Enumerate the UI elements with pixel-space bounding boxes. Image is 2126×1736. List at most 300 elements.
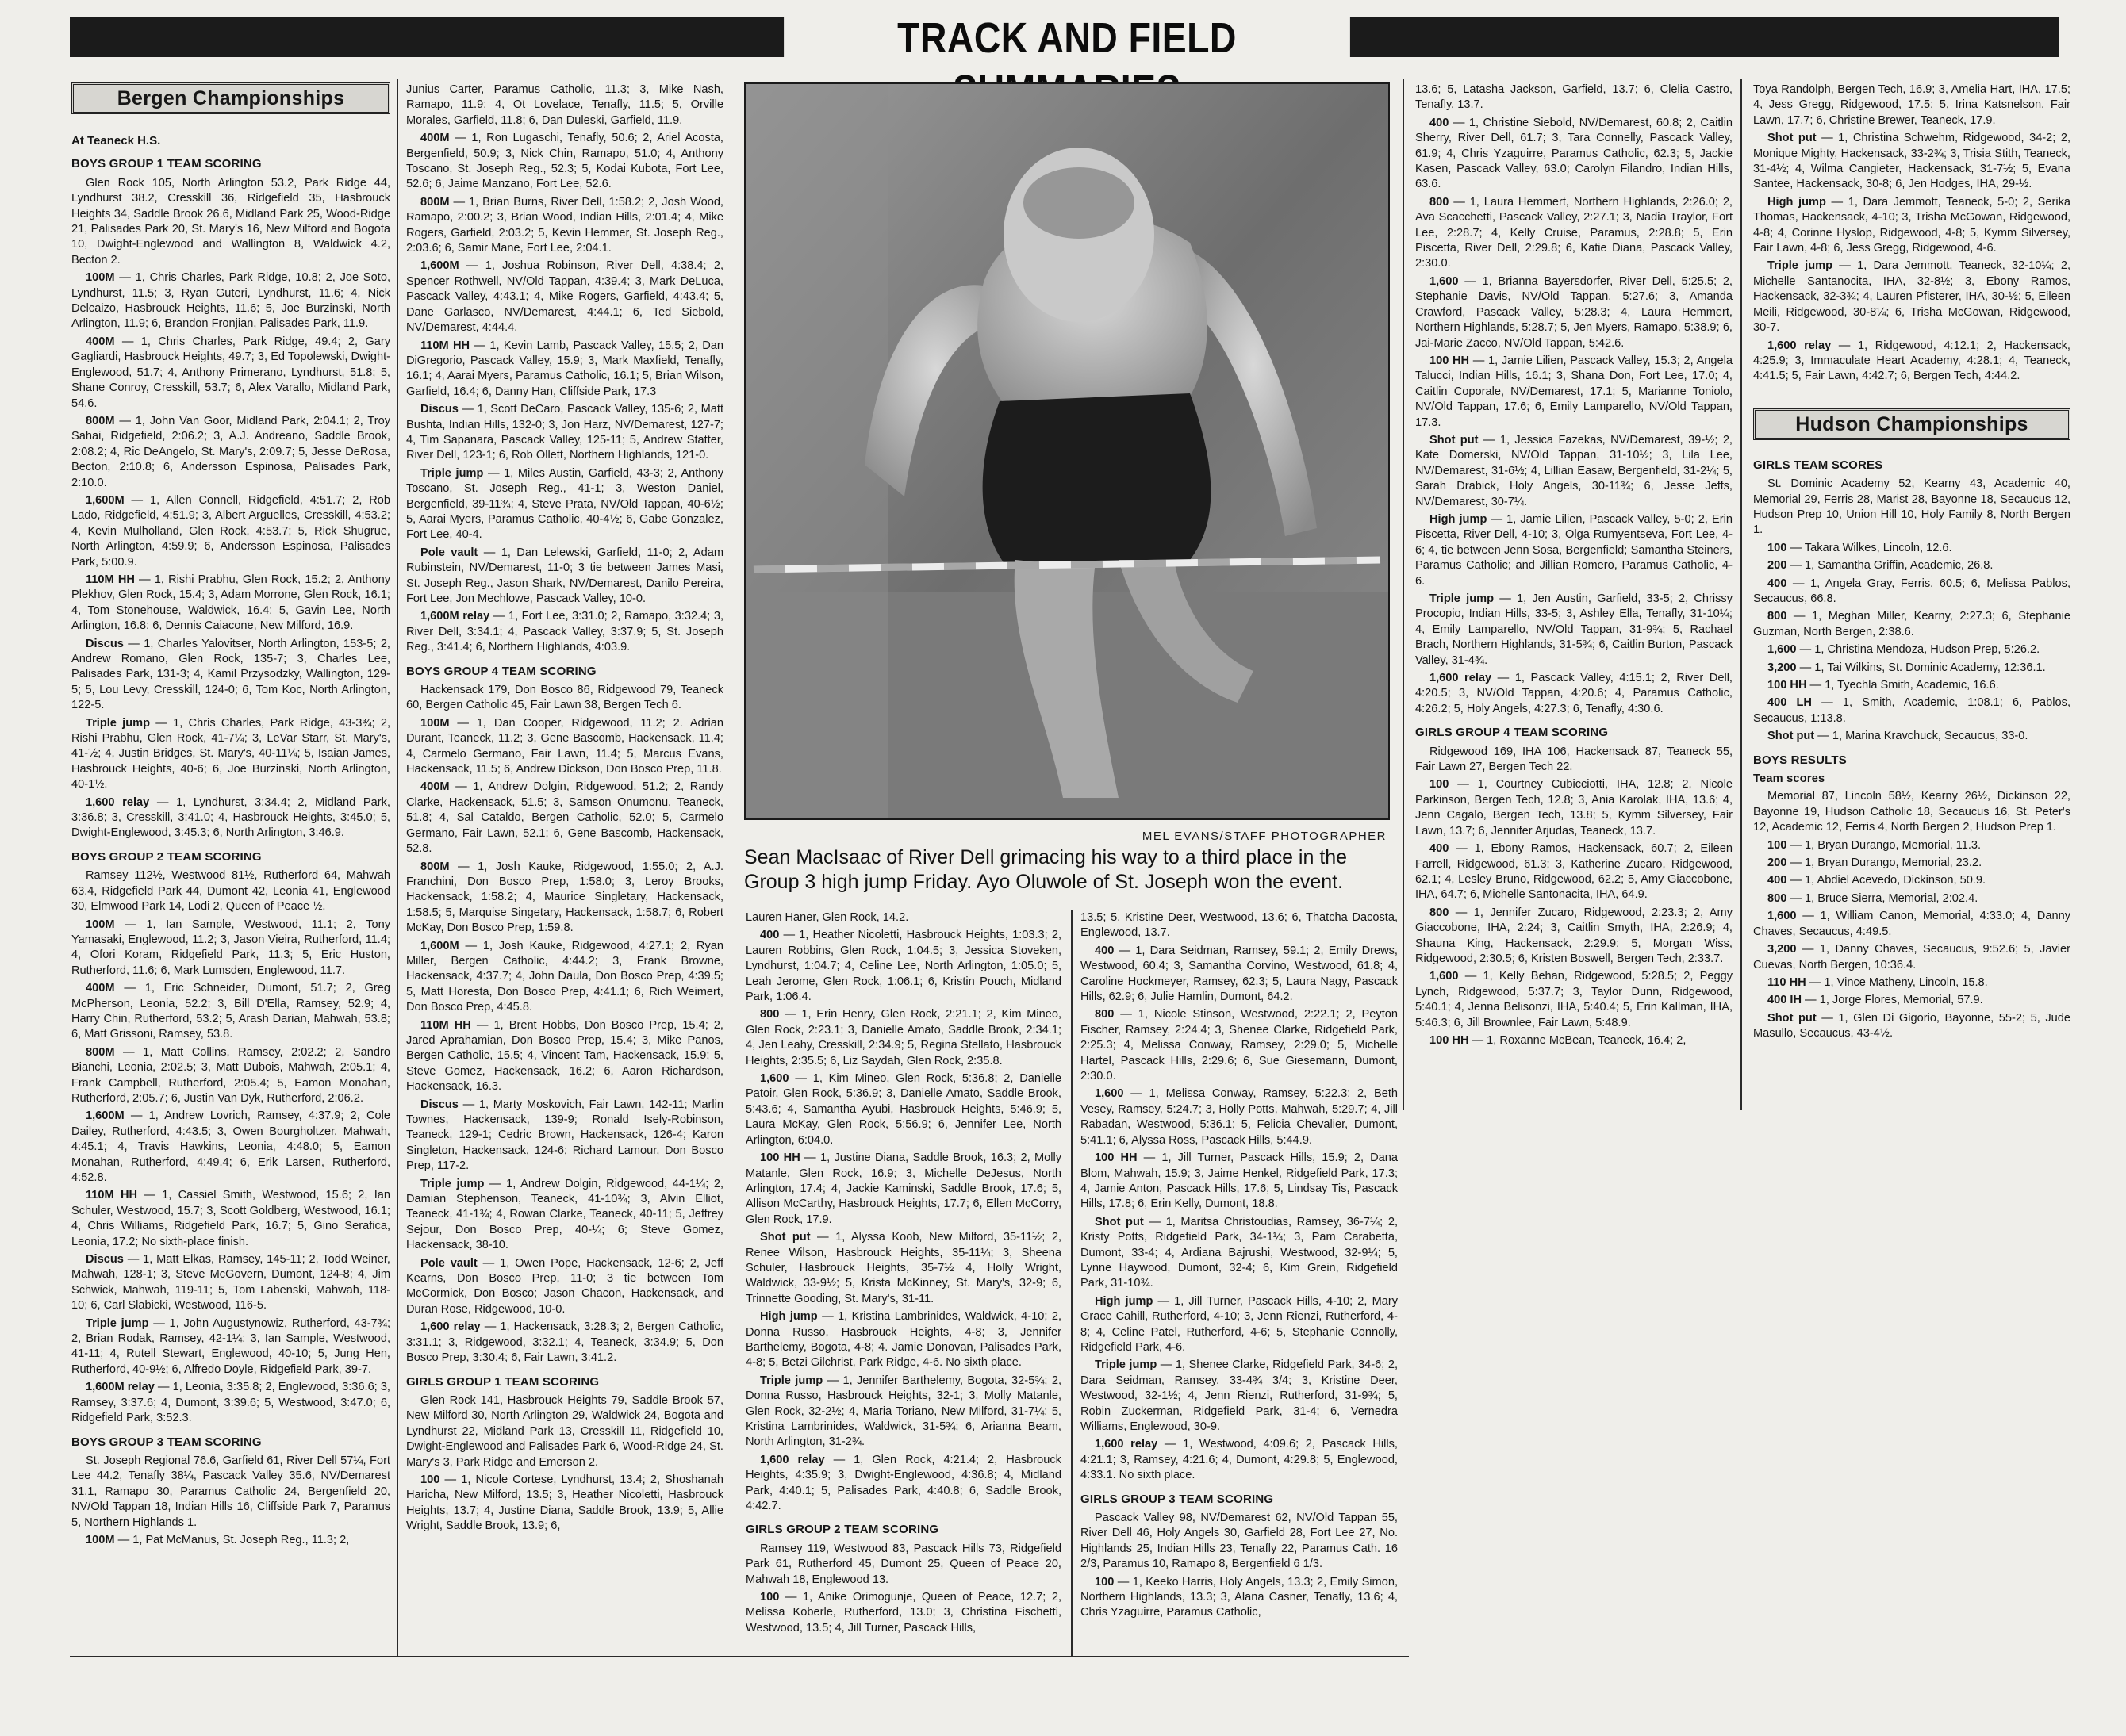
result-text: — 1, Scott DeCaro, Pascack Valley, 135-6; 2, Matt Bushta, Indian Hills, 132-0; 3, Jon Harz, NV/Demarest, 127-7; 4, Tim Sapanara, Pascack Valley, 125-11; 5, Andrew Statter, River Dell, 123-1; 6, Rob Ollett, Northern Highlands, 121-0.: [406, 403, 723, 462]
result-text: — 1, Westwood, 4:09.6; 2, Pascack Hills, 4:21.1; 3, Ramsey, 4:21.6; 4, Dumont, 4:29.8; 5, Englewood, 4:33.1. No sixth place.: [1080, 1438, 1398, 1482]
result-paragraph: [1753, 577, 2070, 607]
result-paragraph: [1415, 777, 1733, 839]
photo-caption: Sean MacIsaac of River Dell grimacing his way to a third place in the Group 3 high jump Friday. Ayo Oluwole of St. Joseph won the event.: [744, 846, 1348, 893]
result-text: — 1, Nicole Cortese, Lyndhurst, 13.4; 2, Shoshanah Haricha, New Milford, 13.5; 3, Heather Nicoletti, Hasbrouck Heights, 13.7; 4, Justine Diana, Saddle Brook, 13.9; 5, Allie Wright, Saddle Brook, 13.9; 6,: [406, 1473, 723, 1533]
subheading: GIRLS TEAM SCORES: [1753, 458, 1883, 472]
event-name: 3,200: [1767, 661, 1797, 674]
result-paragraph: [1415, 906, 1733, 968]
result-text: — 1, Dan Cooper, Ridgewood, 11.2; 2. Adrian Durant, Teaneck, 11.2; 3, Gene Bascomb, Hackensack, 11.4; 4, Carmelo Germano, Fair Lawn, 11.4; 5, Marcus Evans, Hackensack, 11.5; 6, Andrew Dickson, Don Bosco Prep, 11.8.: [406, 716, 723, 776]
event-name: 800: [1429, 195, 1449, 209]
result-text: — 1, Pascack Valley, 4:15.1; 2, River Dell, 4:20.5; 3, NV/Old Tappan, 4:20.6; 4, Paramus Catholic, 4:26.2; 5, Holy Angels, 4:27.3; 6, Tenafly, 4:30.6.: [1415, 672, 1733, 715]
result-text: — 1, Leonia, 3:35.8; 2, Englewood, 3:36.6; 3, Ramsey, 3:37.6; 4, Dumont, 3:39.6; 5, Westwood, 3:47.0; 6, Ridgefield Park, 3:52.3.: [71, 1381, 390, 1425]
event-name: 1,600 relay: [760, 1453, 825, 1466]
result-text: — 1, Maritsa Christoudias, Ramsey, 36-7¼; 2, Kristy Potts, Ridgefield Park, 34-1¼; 3, Pam Carabetta, Dumont, 33-4; 4, Ardiana Bajrushi, Westwood, 32-9¼; 5, Lynne Haywood, Dumont, 32-4; 6, Kim Grein, Ridgefield Park, 31-10¾.: [1080, 1215, 1398, 1290]
event-name: 800M: [420, 195, 450, 209]
bottom-rule: [70, 1656, 1409, 1657]
result-text: — 1, Courtney Cubicciotti, IHA, 12.8; 2, Nicole Parkinson, Bergen Tech, 12.8; 3, Ania Karolak, IHA, 13.6; 4, Jenn Cagalo, Bergen Tech, 13.8; 5, Kymm Silversey, Fair Lawn, 13.7; 6, Jennifer Arjudas, Teaneck, 13.7.: [1415, 778, 1733, 837]
event-name: 100M: [420, 716, 450, 730]
result-text: — 1, Christina Schwehm, Ridgewood, 34-2; 2, Monique Mighty, Hackensack, 33-2¾; 3, Trisia Stith, Teaneck, 31-4½; 4, Wilma Cangieter, Hackensack, 31-7½; 5, Evana Santee, Hackensack, 30-8; 6, Jen Hodges, IHA, 29-½.: [1753, 132, 2070, 191]
result-text: — 1, Jill Turner, Pascack Hills, 15.9; 2, Dana Blom, Mahwah, 15.9; 3, Jaime Henkel, Ridgefield Park, 17.3; 4, Jamie Anton, Pascack Hills, 17.6; 5, Lindsay Tis, Pascack Hills, 17.8; 6, Erin Kelly, Dumont, 18.8.: [1080, 1152, 1398, 1211]
result-paragraph: [1415, 274, 1733, 351]
result-paragraph: [1080, 1215, 1398, 1292]
result-paragraph: [71, 1252, 390, 1314]
result-paragraph: [406, 716, 723, 778]
result-paragraph: [406, 131, 723, 193]
event-name: Shot put: [1767, 1011, 1817, 1025]
result-text: — 1, Heather Nicoletti, Hasbrouck Heights, 1:03.3; 2, Lauren Robbins, Glen Rock, 1:04.5; 3, Jessica Stoveken, Lyndhurst, 1:04.7; 4, Celine Lee, North Arlington, 1:05.0; 5, Leah Jerome, Glen Rock, 1:06.1; 6, Kristin Pouch, Midland Park, 1:06.4.: [746, 929, 1061, 1004]
result-paragraph: [1753, 195, 2070, 257]
event-name: 1,600: [1429, 970, 1459, 983]
result-text: — 1, John Augustynowiz, Rutherford, 43-7¾; 2, Brian Rodak, Ramsey, 42-1¼; 3, Ian Sample, Westwood, 41-11; 4, Rutell Stewart, Englewood, 40-10; 5, Jung Hen, Rutherford, 40-9½; 6, Alfredo Doyle, Ridgefield Park, 39-7.: [71, 1316, 390, 1376]
event-name: 400: [1767, 577, 1787, 590]
event-name: 110M HH: [420, 339, 470, 352]
result-text: — 1, Marina Kravchuck, Secaucus, 33-0.: [1814, 730, 2028, 743]
event-name: Triple jump: [86, 716, 151, 730]
event-name: 1,600 relay: [420, 1320, 481, 1334]
result-paragraph: [1753, 696, 2070, 726]
result-paragraph: [406, 683, 723, 714]
result-paragraph: [1415, 512, 1733, 589]
result-text: — 1, Tai Wilkins, St. Dominic Academy, 12:36.1.: [1796, 661, 2046, 674]
section-heading: Hudson Championships: [1753, 408, 2070, 440]
subheading: GIRLS GROUP 1 TEAM SCORING: [406, 1374, 600, 1389]
event-name: 400M: [86, 335, 115, 348]
result-text: — 1, Samantha Griffin, Academic, 26.8.: [1786, 559, 1994, 573]
result-paragraph: [746, 1151, 1061, 1228]
result-paragraph: [406, 259, 723, 335]
event-name: 100: [420, 1473, 440, 1486]
result-text: — 1, Jorge Flores, Memorial, 57.9.: [1802, 994, 1983, 1007]
event-name: 1,600M: [420, 939, 459, 952]
result-text: — 1, Rishi Prabhu, Glen Rock, 15.2; 2, Anthony Plekhov, Glen Rock, 15.4; 3, Adam Morrone, Glen Rock, 16.1; 4, Tom Stonehouse, Waldwick, 16.4; 5, Gavin Lee, North Arlington, 16.8; 6, Dennis Caiacone, New Milford, 16.9.: [71, 573, 390, 633]
result-paragraph: [406, 939, 723, 1016]
event-name: Shot put: [1429, 433, 1479, 446]
result-text: — 1, Brian Burns, River Dell, 1:58.2; 2, Josh Wood, Ramapo, 2:00.2; 3, Brian Wood, Indian Hills, 2:01.4; 4, Mike Rogers, Garfield, 2:03.2; 5, Kevin Hemmer, St. Joseph Reg., 2:03.6; 6, Samir Mane, Fort Lee, 2:04.1.: [406, 195, 723, 255]
result-text: — 1, Chris Charles, Park Ridge, 43-3¾; 2, Rishi Prabhu, Glen Rock, 41-7¼; 3, LeVar Starr, St. Mary's, 41-½; 4, Justin Bridges, St. Mary's, 40-11¼; 5, Isaian James, Hasbrouck Heights, 40-6; 6, Joe Burzinski, North Arlington, 40-1½.: [71, 716, 390, 791]
photo-credit: MEL EVANS/STAFF PHOTOGRAPHER: [1142, 830, 1387, 843]
result-text: — 1, Matt Elkas, Ramsey, 145-11; 2, Todd Weiner, Mahwah, 128-1; 3, Steve McGovern, Dumont, 124-8; 4, Jim Schwick, Mahwah, 119-11; 5, Tom Labenski, Mahwah, 118-10; 6, Carl Slabicki, Westwood, 116-5.: [71, 1253, 390, 1313]
event-name: 1,600: [1767, 910, 1797, 923]
event-name: 100M: [86, 918, 115, 931]
venue-line: At Teaneck H.S.: [71, 134, 161, 148]
event-name: Shot put: [1767, 132, 1817, 145]
result-text: — 1, Smith, Academic, 1:08.1; 6, Pablos, Secaucus, 1:13.8.: [1753, 696, 2070, 725]
result-paragraph: [1753, 873, 2070, 888]
result-paragraph: [1753, 82, 2070, 128]
result-paragraph: [406, 402, 723, 464]
result-text: — 1, Andrew Lovrich, Ramsey, 4:37.9; 2, Cole Dailey, Rutherford, 4:43.5; 3, Owen Bourgholtzer, Mahwah, 4:45.1; 4, Travis Hawkins, Leonia, 4:48.0; 5, Eamon Monahan, Rutherford, 4:49.4; 6, Erik Larsen, Rutherford, 4:52.8.: [71, 1109, 390, 1184]
result-paragraph: [406, 1320, 723, 1366]
result-text: — 1, Brent Hobbs, Don Bosco Prep, 15.4; 2, Jared Aprahamian, Don Bosco Prep, 15.4; 3, Mike Panos, Bergen Catholic, 15.5; 4, Vincent Tam, Hackensack, 15.9; 5, Steve Gomez, Hackensack, 16.2; 6, Aaron Richardson, Hackensack, 16.3.: [406, 1018, 723, 1094]
result-paragraph: [1415, 116, 1733, 193]
subheading: GIRLS GROUP 2 TEAM SCORING: [746, 1523, 939, 1537]
event-name: 110 HH: [1767, 975, 1806, 989]
result-paragraph: [746, 910, 1061, 925]
result-text: — 1, William Canon, Memorial, 4:33.0; 4, Danny Chaves, Secaucus, 4:49.5.: [1753, 910, 2070, 938]
result-paragraph: [1753, 259, 2070, 335]
result-text: — 1, Alyssa Koob, New Milford, 35-11½; 2, Renee Wilson, Hasbrouck Heights, 35-11¼; 3, Sheena Schuler, Hasbrouck Heights, 35-7½ 4, Holly Wright, Waldwick, 33-9½; 5, Krista McKinney, St. Mary's, 32-9; 6, Trinnette Gooding, St. Mary's, 31-11.: [746, 1231, 1061, 1305]
event-name: 400: [1429, 842, 1449, 856]
result-text: — 1, Jen Austin, Garfield, 33-5; 2, Chrissy Procopio, Indian Hills, 33-5; 3, Ashley Ella, Tenafly, 31-10¼; 4, Emily Lamparello, NV/Old Tappan, 31-9¾; 5, Rachael Brach, Northern Highlands, 31-5¾; 6, Caitlin Burton, Pascack Valley, 31-4¾.: [1415, 592, 1733, 667]
result-paragraph: [406, 1177, 723, 1254]
subheading: BOYS GROUP 1 TEAM SCORING: [71, 157, 262, 171]
result-text: — 1, Jill Turner, Pascack Hills, 4-10; 2, Mary Grace Cahill, Rutherford, 4-10; 3, Jenn Rienzi, Rutherford, 4-8; 4, Celine Patel, Rutherford, 4-6; 5, Stephanie Connolly, Ridgefield Park, 4-6.: [1080, 1294, 1398, 1354]
result-paragraph: [406, 82, 723, 128]
result-paragraph: [71, 1454, 390, 1531]
result-paragraph: [406, 339, 723, 400]
result-text: Ramsey 112½, Westwood 81½, Rutherford 64, Mahwah 63.4, Ridgefield Park 44, Dumont 42, Leonia 41, Englewood 30, Elmwood Park 14, Lodi 2, Queen of Peace ½.: [71, 869, 390, 914]
result-paragraph: [406, 860, 723, 937]
result-paragraph: [1415, 195, 1733, 272]
result-text: — 1, Josh Kauke, Ridgewood, 1:55.0; 2, A.J. Franchini, Don Bosco Prep, 1:58.0; 3, Leroy Brooks, Hackensack, 1:58.2; 4, Maurice Singletary, Hackensack, 1:58.5; 5, Marquise Singetary, Hackensack, 1:58.7; 6, Robert McKay, Don Bosco Prep, 1:59.8.: [406, 860, 723, 935]
column-rule: [397, 79, 398, 1657]
result-paragraph: [1753, 891, 2070, 906]
result-paragraph: [71, 1109, 390, 1186]
result-paragraph: [1753, 131, 2070, 193]
result-text: — 1, Josh Kauke, Ridgewood, 4:27.1; 2, Ryan Miller, Bergen Catholic, 4:44.2; 3, Frank Browne, Hackensack, 4:37.7; 4, John Daula, Don Bosco Prep, 4:39.5; 5, Matt Horesta, Don Bosco Prep, 4:41.1; 6, Rich Weimert, Don Bosco Prep, 4:45.8.: [406, 939, 723, 1014]
result-paragraph: [1080, 1575, 1398, 1621]
result-paragraph: [1753, 993, 2070, 1008]
result-text: — 1, Kim Mineo, Glen Rock, 5:36.8; 2, Danielle Patoir, Glen Rock, 5:36.9; 3, Danielle Amato, Saddle Brook, 5:43.6; 4, Samantha Ayubi, Hasbrouck Heights, 5:46.9; 5, Laura McKay, Glen Rock, 5:56.9; 6, Jennifer Lee, North Arlington, 6:04.0.: [746, 1072, 1061, 1147]
result-text: — 1, Erin Henry, Glen Rock, 2:21.1; 2, Kim Mineo, Glen Rock, 2:23.1; 3, Danielle Amato, Saddle Brook, 2:34.1; 4, Jen Leahy, Cresskill, 2:34.9; 5, Regina Stellato, Hasbrouck Heights, 2:35.5; 6, Liz Saydah, Glen Rock, 2:35.8.: [746, 1008, 1061, 1067]
event-name: 1,600M: [420, 259, 459, 273]
event-name: 100M: [86, 1533, 115, 1546]
result-paragraph: [71, 1045, 390, 1107]
result-paragraph: [1753, 856, 2070, 871]
event-name: 100: [1767, 541, 1787, 554]
result-text: — 1, Kelly Behan, Ridgewood, 5:28.5; 2, Peggy Lynch, Ridgewood, 5:37.7; 3, Taylor Dunn, Ridgewood, 5:40.1; 4, Jenna Belisonzi, IHA, 5:40.4; 5, Erin Kallman, IHA, 5:46.3; 6, Jill Brownlee, Fair Lawn, 5:48.9.: [1415, 970, 1733, 1029]
result-text: — 1, John Van Goor, Midland Park, 2:04.1; 2, Troy Sahai, Ridgefield, 2:06.2; 3, A.J. Andreano, Saddle Brook, 2:08.2; 4, Ric DeAngelo, St. Mary's, 2:09.7; 5, Jesse DeRosa, Becton, 2:10.8; 6, Andersson Espinosa, Palisades Park, 2:10.0.: [71, 414, 390, 489]
result-paragraph: [71, 270, 390, 332]
result-paragraph: [1415, 745, 1733, 776]
result-paragraph: [746, 1453, 1061, 1515]
column-rule: [1740, 79, 1742, 1110]
result-paragraph: [1415, 841, 1733, 903]
result-paragraph: [406, 195, 723, 257]
result-paragraph: [1080, 1151, 1398, 1213]
result-text: — 1, Joshua Robinson, River Dell, 4:38.4; 2, Spencer Rothwell, NV/Old Tappan, 4:39.4; 3, Mark DeLuca, Pascack Valley, 4:43.1; 4, Mike Rogers, Garfield, 4:43.4; 5, Dane Garlasco, NV/Demarest, 4:44.1; 6, Ted Siebold, NV/Demarest, 4:44.4.: [406, 259, 723, 335]
event-name: 100: [1095, 1575, 1115, 1588]
result-paragraph: [406, 1018, 723, 1095]
result-paragraph: [746, 1230, 1061, 1307]
result-text: — 1, Abdiel Acevedo, Dickinson, 50.9.: [1786, 874, 1986, 887]
result-paragraph: [1753, 678, 2070, 693]
result-paragraph: [71, 918, 390, 979]
result-text: — 1, Jennifer Barthelemy, Bogota, 32-5¾; 2, Donna Russo, Hasbrouck Heights, 32-1; 3, Molly Matanle, Glen Rock, 32-2½; 4, Maria Toriano, New Milford, 31-7¼; 5, Kristina Lambrinides, Waldwick, 31-5¾; 6, Arianna Beam, North Arlington, 31-2¾.: [746, 1374, 1061, 1449]
event-name: Discus: [86, 637, 124, 650]
result-paragraph: [1080, 910, 1398, 941]
event-name: 400: [1429, 116, 1449, 129]
result-text: — 1, Bruce Sierra, Memorial, 2:02.4.: [1786, 891, 1978, 905]
result-paragraph: [71, 176, 390, 268]
result-paragraph: [1080, 1437, 1398, 1483]
result-text: — 1, Ridgewood, 4:12.1; 2, Hackensack, 4:25.9; 3, Immaculate Heart Academy, 4:28.1; 4, Teaneck, 4:41.5; 5, Fair Lawn, 4:42.7; 6, Bergen Tech, 4:44.2.: [1753, 339, 2070, 383]
result-paragraph: [1415, 592, 1733, 669]
result-text: Hackensack 179, Don Bosco 86, Ridgewood 79, Teaneck 60, Bergen Catholic 45, Fair Lawn 38, Bergen Tech 6.: [406, 684, 723, 712]
result-text: — 1, Owen Pope, Hackensack, 12-6; 2, Jeff Kearns, Don Bosco Prep, 11-0; 3 tie between Tom McCormick, Don Bosco; Jason Chacon, Hackensack, and Duran Rose, Ridgewood, 10-0.: [406, 1256, 723, 1316]
subheading: BOYS GROUP 2 TEAM SCORING: [71, 849, 262, 864]
result-text: — 1, Nicole Stinson, Westwood, 2:22.1; 2, Peyton Fischer, Ramsey, 2:24.4; 3, Shenee Clarke, Ridgefield Park, 2:25.3; 4, Melissa Conway, Ramsey, 2:29.0; 5, Michelle Hartel, Pascack Hills, 2:29.6; 6, Sue Giesemann, Dumont, 2:30.0.: [1080, 1008, 1398, 1083]
column-rule: [1071, 910, 1073, 1656]
result-paragraph: [1415, 969, 1733, 1031]
event-name: Pole vault: [420, 1256, 478, 1270]
event-name: 200: [1767, 559, 1787, 573]
result-paragraph: [1753, 1011, 2070, 1042]
result-paragraph: [1753, 339, 2070, 385]
result-text: — 1, Charles Yalovitser, North Arlington, 153-5; 2, Andrew Romano, Glen Rock, 135-7; 3, Charles Lee, Palisades Park, 131-3; 4, Kamil Przysodzky, Wallington, 129-5; 5, Lou Levy, Cresskill, 124-0; 6, Tom Koc, North Arlington, 122-5.: [71, 637, 390, 712]
event-name: 200: [1767, 857, 1787, 870]
result-text: — 1, Ebony Ramos, Hackensack, 60.7; 2, Eileen Farrell, Ridgewood, 61.3; 3, Katherine Zucaro, Ridgewood, 62.1; 4, Lesley Bruno, Ridgewood, 62.2; 5, Amy Giaccobone, IHA, 64.7; 6, Michelle Santonacita, IHA, 64.9.: [1415, 842, 1733, 902]
event-name: 100 HH: [1767, 679, 1807, 692]
result-paragraph: [71, 1533, 390, 1548]
result-paragraph: [746, 1309, 1061, 1371]
result-text: — 1, Allen Connell, Ridgefield, 4:51.7; 2, Rob Lado, Ridgefield, 4:51.9; 3, Albert Arguelles, Cresskill, 4:53.2; 4, Kevin Mulholland, Glen Rock, 4:53.7; 5, Rick Shugrue, North Arlington, 4:59.9; 6, Andersson Espinosa, Palisades Park, 5:00.9.: [71, 493, 390, 569]
event-name: 1,600 relay: [1429, 672, 1492, 685]
result-text: — 1, Fort Lee, 3:31.0; 2, Ramapo, 3:32.4; 3, River Dell, 3:34.1; 4, Pascack Valley, 3:37.9; 5, St. Joseph Reg., 3:41.4; 6, Northern Highlands, 4:03.9.: [406, 610, 723, 654]
result-paragraph: [746, 928, 1061, 1005]
result-paragraph: [746, 1374, 1061, 1450]
result-paragraph: [71, 981, 390, 1043]
result-paragraph: [406, 1473, 723, 1535]
result-text: — 1, Dara Seidman, Ramsey, 59.1; 2, Emily Drews, Westwood, 60.4; 3, Samantha Corvino, Westwood, 61.8; 4, Caroline Hockmeyer, Ramsey, 62.3; 5, Laura Nagy, Pascack Hills, 62.9; 6, Julie Hamlin, Dumont, 64.2.: [1080, 944, 1398, 1004]
result-text: — 1, Dan Lelewski, Garfield, 11-0; 2, Adam Rubinstein, NV/Demarest, 11-0; 3 tie between James Masi, St. Joseph Reg., Jason Shark, NV/Demarest, Danilo Pereira, Fort Lee, Jon Mechlowe, Pascack Valley, 10-0.: [406, 546, 723, 605]
result-paragraph: [406, 609, 723, 655]
event-name: 800: [1767, 610, 1787, 623]
event-name: Triple jump: [760, 1374, 823, 1387]
event-name: 1,600: [1429, 274, 1459, 288]
result-text: — Takara Wilkes, Lincoln, 12.6.: [1786, 541, 1952, 554]
event-name: High jump: [1429, 512, 1487, 526]
result-text: — 1, Dara Jemmott, Teaneck, 32-10¼; 2, Michelle Santanocita, IHA, 32-8½; 3, Ebony Ramos, Hackensack, 32-3¾; 4, Lauren Pfisterer, IHA, 30-½; 5, Eileen Meili, Ridgewood, 30-8¼; 6, Trisha McGowan, Ridgewood, 30-7.: [1753, 259, 2070, 335]
result-text: — 1, Jennifer Zucaro, Ridgewood, 2:23.3; 2, Amy Giaccobone, IHA, 2:24; 3, Caitlin Smyth, IHA, 2:26.9; 4, Shauna King, Hackensack, 2:29.9; 5, Morgan Wiss, Ridgewood, 2:30.5; 6, Kristen Boswell, Bergen Tech, 2:33.7.: [1415, 906, 1733, 965]
event-name: Discus: [86, 1253, 124, 1267]
subheading: BOYS GROUP 4 TEAM SCORING: [406, 664, 597, 678]
result-text: — 1, Vince Matheny, Lincoln, 15.8.: [1806, 975, 1988, 989]
event-name: Triple jump: [420, 466, 484, 480]
result-text: — 1, Andrew Dolgin, Ridgewood, 51.2; 2, Randy Clarke, Hackensack, 51.5; 3, Samson Onumonu, Teaneck, 51.8; 4, Sal Cataldo, Bergen Catholic, 52.0; 5, Carmelo Germano, Fair Lawn, 52.1; 6, Gene Bascomb, Hackensack, 52.8.: [406, 780, 723, 856]
result-paragraph: [1753, 789, 2070, 835]
column-1: [71, 82, 390, 1653]
event-name: 400: [1767, 874, 1787, 887]
event-name: 400M: [420, 780, 450, 794]
page-title: TRACK AND FIELD: [784, 12, 1350, 64]
result-paragraph: [71, 637, 390, 714]
column-6: [1753, 82, 2070, 1391]
subheading: GIRLS GROUP 3 TEAM SCORING: [1080, 1492, 1274, 1506]
result-text: — 1, Christina Mendoza, Hudson Prep, 5:26.2.: [1796, 643, 2040, 657]
result-paragraph: [1753, 558, 2070, 573]
result-text: Toya Randolph, Bergen Tech, 16.9; 3, Amelia Hart, IHA, 17.5; 4, Jess Gregg, Ridgewood, 17.5; 5, Irina Katsnelson, Fair Lawn, 17.7; 6, Christine Brewer, Teaneck, 17.9.: [1753, 83, 2070, 127]
result-paragraph: [1415, 82, 1733, 113]
column-4: [1080, 910, 1398, 1656]
event-name: 800M: [86, 1045, 115, 1059]
result-text: — 1, Christine Siebold, NV/Demarest, 60.8; 2, Caitlin Sherry, River Dell, 61.7; 3, Tara Connelly, Pascack Valley, 61.9; 4, Chris Yzaguirre, Paramus Catholic, 62.3; 5, Jackie Kasen, Pascack Valley, 63.0; Carolyn Filandro, Indian Hills, 63.6.: [1415, 116, 1733, 191]
result-paragraph: [406, 780, 723, 857]
event-name: Discus: [420, 403, 459, 416]
result-text: — 1, Melissa Conway, Ramsey, 5:22.3; 2, Beth Vesey, Ramsey, 5:24.7; 3, Holly Potts, Mahwah, 5:29.7; 4, Jill Rabadan, Westwood, 5:36.1; 5, Felicia Chevalier, Dumont, 5:41.1; 6, Alyssa Ross, Pascack Hills, 5:44.9.: [1080, 1087, 1398, 1147]
high-jump-photo: [744, 82, 1390, 820]
result-text: Junius Carter, Paramus Catholic, 11.3; 3, Mike Nash, Ramapo, 11.9; 4, Ot Lovelace, Tenafly, 11.5; 5, Orville Morales, Garfield, 11.8; 6, Dan Duleski, Garfield, 11.9.: [406, 83, 723, 127]
result-text: — 1, Glen Rock, 4:21.4; 2, Hasbrouck Heights, 4:35.9; 3, Dwight-Englewood, 4:36.8; 4, Midland Park, 4:40.1; 5, Palisades Park, 4:40.8; 6, Saddle Brook, 4:42.7.: [746, 1453, 1061, 1513]
result-paragraph: [71, 1380, 390, 1426]
result-paragraph: [71, 868, 390, 914]
result-text: — 1, Matt Collins, Ramsey, 2:02.2; 2, Sandro Bianchi, Leonia, 2:02.5; 3, Matt Dubois, Mahwah, 2:05.1; 4, Frank Campbell, Rutherford, 2:05.4; 5, Eamon Monahan, Rutherford, 2:05.7; 6, Justin Van Dyk, Rutherford, 2:06.2.: [71, 1045, 390, 1105]
event-name: 1,600: [760, 1072, 789, 1086]
result-text: — 1, Chris Charles, Park Ridge, 49.4; 2, Gary Gagliardi, Hasbrouck Heights, 49.7; 3, Ed Topolewski, Dwight-Englewood, 51.7; 4, Anthony Primerano, Lyndhurst, 51.8; 5, Shane Conroy, Cresskill, 53.7; 6, Alex Varallo, Midland Park, 54.6.: [71, 335, 390, 410]
event-name: 400: [760, 929, 780, 942]
event-name: High jump: [1767, 195, 1826, 209]
column-2: [406, 82, 723, 1653]
result-paragraph: [746, 1542, 1061, 1588]
result-text: — 1, Jamie Lilien, Pascack Valley, 15.3; 2, Angela Talucci, Indian Hills, 16.1; 3, Shana Don, Fort Lee, 17.0; 4, Caitlin Coporale, NV/Demarest, 17.1; 5, Marianne Toniolo, NV/Old Tappan, 17.6; 6, Emily Lamparello, NV/Old Tappan, 17.3.: [1415, 354, 1733, 429]
result-paragraph: [1753, 838, 2070, 853]
result-paragraph: [1080, 1358, 1398, 1435]
result-paragraph: [746, 1071, 1061, 1148]
event-name: 400: [1095, 944, 1115, 957]
event-name: 3,200: [1767, 943, 1797, 956]
event-name: 100: [1429, 778, 1449, 791]
result-text: — 1, Jamie Lilien, Pascack Valley, 5-0; 2, Erin Piscetta, River Dell, 4-10; 3, Olga Rumyentseva, Fort Lee, 4-6; 4, tie between Jenn Sosa, Bergenfield; Samantha Steiners, Paramus Catholic; and Jillian Romero, Paramus Catholic, 4-6.: [1415, 512, 1733, 588]
result-text: — 1, Anike Orimogunje, Queen of Peace, 12.7; 2, Melissa Koberle, Rutherford, 13.0; 3, Christina Fischetti, Westwood, 13.5; 4, Jill Turner, Pascack Hills,: [746, 1591, 1061, 1634]
result-text: — 1, Angela Gray, Ferris, 60.5; 6, Melissa Pablos, Secaucus, 66.8.: [1753, 577, 2070, 605]
result-text: 13.6; 5, Latasha Jackson, Garfield, 13.7; 6, Clelia Castro, Tenafly, 13.7.: [1415, 83, 1733, 112]
result-text: — 1, Tyechla Smith, Academic, 16.6.: [1806, 679, 1999, 692]
event-name: 1,600: [1767, 643, 1797, 657]
result-paragraph: [71, 335, 390, 412]
result-paragraph: [1080, 1007, 1398, 1084]
result-paragraph: [1753, 975, 2070, 991]
result-text: 13.5; 5, Kristine Deer, Westwood, 13.6; 6, Thatcha Dacosta, Englewood, 13.7.: [1080, 911, 1398, 940]
event-name: 100 HH: [1429, 354, 1470, 367]
result-text: — 1, Shenee Clarke, Ridgefield Park, 34-6; 2, Dara Seidman, Ramsey, 33-4¾ 3/4; 3, Kristine Deer, Westwood, 32-1½; 4, Jenn Rienzi, Rutherford, 31-9¾; 5, Robin Zuckerman, Ridgefield Park, 31-4; 6, Vernedra Williams, Englewood, 30-9.: [1080, 1359, 1398, 1433]
result-text: Pascack Valley 98, NV/Demarest 62, NV/Old Tappan 55, River Dell 46, Holy Angels 30, Garfield 28, Fort Lee 27, No. Highlands 25, Indian Hills 23, Tenafly 22, Paramus Cath. 16 2/3, Paramus 10, Ramapo 8, Bergenfield 6 1/3.: [1080, 1512, 1398, 1571]
event-name: 800: [760, 1008, 780, 1021]
result-text: — 1, Cassiel Smith, Westwood, 15.6; 2, Ian Schuler, Westwood, 15.7; 3, Scott Goldberg, Westwood, 16.1; 4, Chris Williams, Ridgefield Park, 16.7; 5, Gino Serafica, Leonia, 17.2; No sixth-place finish.: [71, 1189, 390, 1248]
event-name: Triple jump: [420, 1177, 485, 1190]
event-name: 100 HH: [1429, 1033, 1469, 1047]
result-paragraph: [71, 1316, 390, 1378]
result-paragraph: [71, 1188, 390, 1250]
result-text: — 1, Danny Chaves, Secaucus, 9:52.6; 5, Javier Cuevas, North Bergen, 10:36.4.: [1753, 943, 2070, 971]
result-paragraph: [1080, 1294, 1398, 1356]
result-paragraph: [1753, 642, 2070, 657]
result-paragraph: [1753, 609, 2070, 640]
event-name: 1,600 relay: [1095, 1438, 1158, 1451]
result-text: Ridgewood 169, IHA 106, Hackensack 87, Teaneck 55, Fair Lawn 27, Bergen Tech 22.: [1415, 745, 1733, 774]
event-name: 1,600M relay: [86, 1381, 155, 1394]
event-name: 110M HH: [86, 573, 135, 586]
subheading: BOYS RESULTS: [1753, 753, 1847, 767]
event-name: 800: [1095, 1008, 1115, 1021]
event-name: Pole vault: [420, 546, 478, 559]
result-paragraph: [1080, 1086, 1398, 1148]
result-paragraph: [406, 1256, 723, 1318]
result-text: — 1, Hackensack, 3:28.3; 2, Bergen Catholic, 3:31.1; 3, Ridgewood, 3:32.1; 4, Teaneck, 3:34.9; 5, Don Bosco Prep, 3:30.4; 6, Fair Lawn, 3:41.2.: [406, 1320, 723, 1365]
result-paragraph: [1080, 944, 1398, 1006]
result-text: — 1, Andrew Dolgin, Ridgewood, 44-1¼; 2, Damian Stephenson, Teaneck, 41-10¾; 3, Alvin Elliot, Teaneck, 41-1¾; 4, Rowan Clarke, Teaneck, 40-11; 5, Jeffrey Sejour, Don Bosco Prep, 40-¼; 6; Steve Gomez, Hackensack, 38-10.: [406, 1177, 723, 1252]
result-paragraph: [71, 493, 390, 570]
event-name: 100 HH: [760, 1152, 800, 1165]
result-text: — 1, Ian Sample, Westwood, 11.1; 2, Tony Yamasaki, Englewood, 11.2; 3, Jason Vieira, Rutherford, 11.4; 4, Ofori Koram, Ridgefield Park, 11.3; 5, Eric Huston, Rutherford, 11.6; 6, Mark Lumsden, Englewood, 11.7.: [71, 918, 390, 977]
event-name: 100 HH: [1095, 1152, 1138, 1165]
event-name: Triple jump: [1095, 1359, 1157, 1372]
column-3: [746, 910, 1061, 1656]
result-text: — 1, Kevin Lamb, Pascack Valley, 15.5; 2, Dan DiGregorio, Pascack Valley, 15.9; 3, Mark Maxfield, Tenafly, 16.1; 4, Aarai Myers, Paramus Catholic, 16.1; 5, Brian Wilson, Garfield, 16.4; 6, Danny Han, Cliffside Park, 17.3: [406, 339, 723, 398]
result-text: — 1, Lyndhurst, 3:34.4; 2, Midland Park, 3:36.8; 3, Cresskill, 3:41.0; 4, Hasbrouck Heights, 3:45.0; 5, Dwight-Englewood, 3:45.3; 6, North Arlington, 3:46.9.: [71, 795, 390, 840]
event-name: 1,600 relay: [1767, 339, 1832, 352]
result-paragraph: [71, 795, 390, 841]
result-paragraph: [406, 466, 723, 543]
result-text: — 1, Brianna Bayersdorfer, River Dell, 5:25.5; 2, Stephanie Davis, NV/Old Tappan, 5:27.6; 3, Amanda Crawford, Pascack Valley, 5:28.3; 4, Laura Hemmert, Northern Highlands, 5:28.7; 5, Jen Myers, Ramapo, 5:38.9; 6, Jai-Marie Zacco, NV/Old Tappan, 5:42.6.: [1415, 274, 1733, 350]
result-text: Memorial 87, Lincoln 58½, Kearny 26½, Dickinson 22, Bayonne 19, Hudson Catholic 18, Secaucus 16, St. Peter's 12, Academic 12, Ferris 4, North Bergen 2, Hudson Prep 1.: [1753, 790, 2070, 834]
result-paragraph: [71, 573, 390, 634]
result-text: St. Joseph Regional 76.6, Garfield 61, River Dell 57¼, Fort Lee 44.2, Tenafly 38¼, Pascack Valley 35.6, NV/Demarest 31.1, Ramapo 30, Paramus Catholic 24, Bergenfield 20, NV/Old Tappan 18, Indian Hills 16, Cliffside Park 7, Paramus 5, Northern Highlands 1.: [71, 1454, 390, 1529]
result-paragraph: [746, 1590, 1061, 1636]
event-name: 400M: [86, 982, 115, 995]
photo-illustration: [746, 84, 1388, 818]
event-name: Triple jump: [86, 1316, 149, 1330]
result-text: Glen Rock 105, North Arlington 53.2, Park Ridge 44, Lyndhurst 38.2, Cresskill 36, Ridgefield 35, Hasbrouck Heights 34, Saddle Brook 26.6, Midland Park 25, Wood-Ridge 21, Palisades Park 20, St. Mary's 16, New Milford and Bogota 10, Dwight-Englewood and Wallington 8, Waldwick 4.2, Becton 2.: [71, 176, 390, 266]
result-paragraph: [1753, 729, 2070, 744]
result-paragraph: [1753, 909, 2070, 940]
result-text: — 1, Kristina Lambrinides, Waldwick, 4-10; 2, Donna Russo, Hasbrouck Heights, 4-8; 3, Jennifer Barthelemy, Bogota, 4-8; 4. Jamie Donovan, Palisades Park, 4-8; 5, Betzi Gilchrist, Park Ridge, 4-6. No sixth place.: [746, 1310, 1061, 1370]
result-text: — 1, Meghan Miller, Kearny, 2:27.3; 6, Stephanie Guzman, North Bergen, 2:38.6.: [1753, 610, 2070, 638]
result-text: Glen Rock 141, Hasbrouck Heights 79, Saddle Brook 57, New Milford 30, North Arlington 29, Waldwick 24, Bogota and Lyndhurst 22, Midland Park 13, Cresskill 11, Ridgefield 10, Dwight-Englewood and Palisades Park 6, Wood-Ridge 24, St. Mary's 3, Park Ridge and Emerson 2.: [406, 1393, 723, 1469]
result-paragraph: [406, 1393, 723, 1470]
result-paragraph: [71, 716, 390, 793]
column-rule: [1403, 79, 1404, 1110]
result-text: — 1, Jessica Fazekas, NV/Demarest, 39-½; 2, Kate Domerski, NV/Old Tappan, 31-10½; 3, Lila Lee, NV/Demarest, 31-6½; 4, Lillian Easaw, Bergenfield, 31-2¼; 5, Sarah Drabick, Holy Angels, 30-11¾; 6, Jesse Jeffs, NV/Demarest, 30-7¼.: [1415, 433, 1733, 508]
result-text: — 1, Eric Schneider, Dumont, 51.7; 2, Greg McPherson, Leonia, 52.2; 3, Bill D'Ella, Ramsey, 52.9; 4, Harry Chin, Rutherford, 53.2; 5, Arash Darian, Mahwah, 53.8; 6, Matt Grissoni, Ramsey, 53.8.: [71, 982, 390, 1041]
result-text: — 1, Justine Diana, Saddle Brook, 16.3; 2, Molly Matanle, Glen Rock, 16.9; 3, Michelle DeJesus, North Arlington, 17.4; 4, Jackie Kaminski, Saddle Brook, 17.6; 5, Allison McCarthy, Hasbrouck Heights, 17.7; 6, Ellen McCorry, Glen Rock, 17.9.: [746, 1152, 1061, 1226]
event-name: 800M: [86, 414, 115, 427]
subheading: GIRLS GROUP 4 TEAM SCORING: [1415, 726, 1609, 740]
result-text: — 1, Dara Jemmott, Teaneck, 5-0; 2, Serika Thomas, Hackensack, 4-10; 3, Trisha McGowan, Ridgewood, 4-8; 4, Corinne Hyslop, Ridgewood, 4-8; 5, Kymm Silversey, Fair Lawn, 4-8; 6, Jess Gregg, Ridgewood, 4-6.: [1753, 195, 2070, 255]
result-text: — 1, Ron Lugaschi, Tenafly, 50.6; 2, Ariel Acosta, Bergenfield, 50.9; 3, Nick Chin, Ramapo, 51.0; 4, Anthony Toscano, St. Joseph Reg., 52.3; 5, Kodai Kubota, Fort Lee, 52.6; 6, Jaime Manzano, Fort Lee, 52.6.: [406, 132, 723, 191]
result-text: — 1, Miles Austin, Garfield, 43-3; 2, Anthony Toscano, St. Joseph Reg., 41-1; 3, Weston Daniel, Bergenfield, 39-11¾; 4, Steve Prata, NV/Old Tappan, 40-6½; 5, Aarai Myers, Paramus Catholic, 40-4½; 6, Gabe Gonzalez, Fort Lee, 40-4.: [406, 466, 723, 542]
event-name: 100: [760, 1591, 780, 1604]
event-name: 800: [1767, 891, 1787, 905]
event-name: Shot put: [760, 1231, 811, 1244]
subheading: Team scores: [1753, 772, 1825, 786]
result-text: — 1, Bryan Durango, Memorial, 11.3.: [1786, 838, 1982, 852]
column-5: [1415, 82, 1733, 1185]
event-name: 110M HH: [86, 1189, 138, 1202]
event-name: 800M: [420, 860, 450, 873]
result-text: Ramsey 119, Westwood 83, Pascack Hills 73, Ridgefield Park 61, Rutherford 45, Dumont 25, Queen of Peace 20, Mahwah 18, Englewood 13.: [746, 1542, 1061, 1586]
event-name: Shot put: [1767, 730, 1815, 743]
result-paragraph: [406, 1098, 723, 1175]
event-name: Discus: [420, 1098, 459, 1111]
event-name: 110M HH: [420, 1018, 471, 1032]
result-paragraph: [746, 1007, 1061, 1069]
result-text: — 1, Keeko Harris, Holy Angels, 13.3; 2, Emily Simon, Northern Highlands, 13.3; 3, Alana Casner, Tenafly, 13.6; 4, Chris Yzaguirre, Paramus Catholic,: [1080, 1575, 1398, 1619]
result-paragraph: [1753, 541, 2070, 556]
result-paragraph: [1753, 477, 2070, 538]
result-paragraph: [1753, 661, 2070, 676]
event-name: 100: [1767, 838, 1787, 852]
result-text: St. Dominic Academy 52, Kearny 43, Academic 40, Memorial 29, Ferris 28, Marist 28, Bayonne 18, Secaucus 12, Hudson Prep 10, Union Hill 10, Holy Family 8, North Bergen 1.: [1753, 477, 2070, 537]
event-name: High jump: [1095, 1294, 1153, 1308]
event-name: 400 LH: [1767, 696, 1812, 710]
event-name: 1,600M: [86, 493, 125, 507]
result-text: — 1, Pat McManus, St. Joseph Reg., 11.3; 2,: [114, 1533, 350, 1546]
result-paragraph: [1080, 1511, 1398, 1573]
event-name: 400 IH: [1767, 994, 1802, 1007]
event-name: Triple jump: [1429, 592, 1494, 605]
result-text: — 1, Laura Hemmert, Northern Highlands, 2:26.0; 2, Ava Scacchetti, Pascack Valley, 2:27.1; 3, Nadia Traylor, Fort Lee, 2:28.7; 4, Kelly Cruise, Paramus, 2:28.8; 5, Erin Piscetta, River Dell, 2:29.8; 6, Katie Diana, Pascack Valley, 2:30.0.: [1415, 195, 1733, 270]
event-name: 400M: [420, 132, 450, 145]
